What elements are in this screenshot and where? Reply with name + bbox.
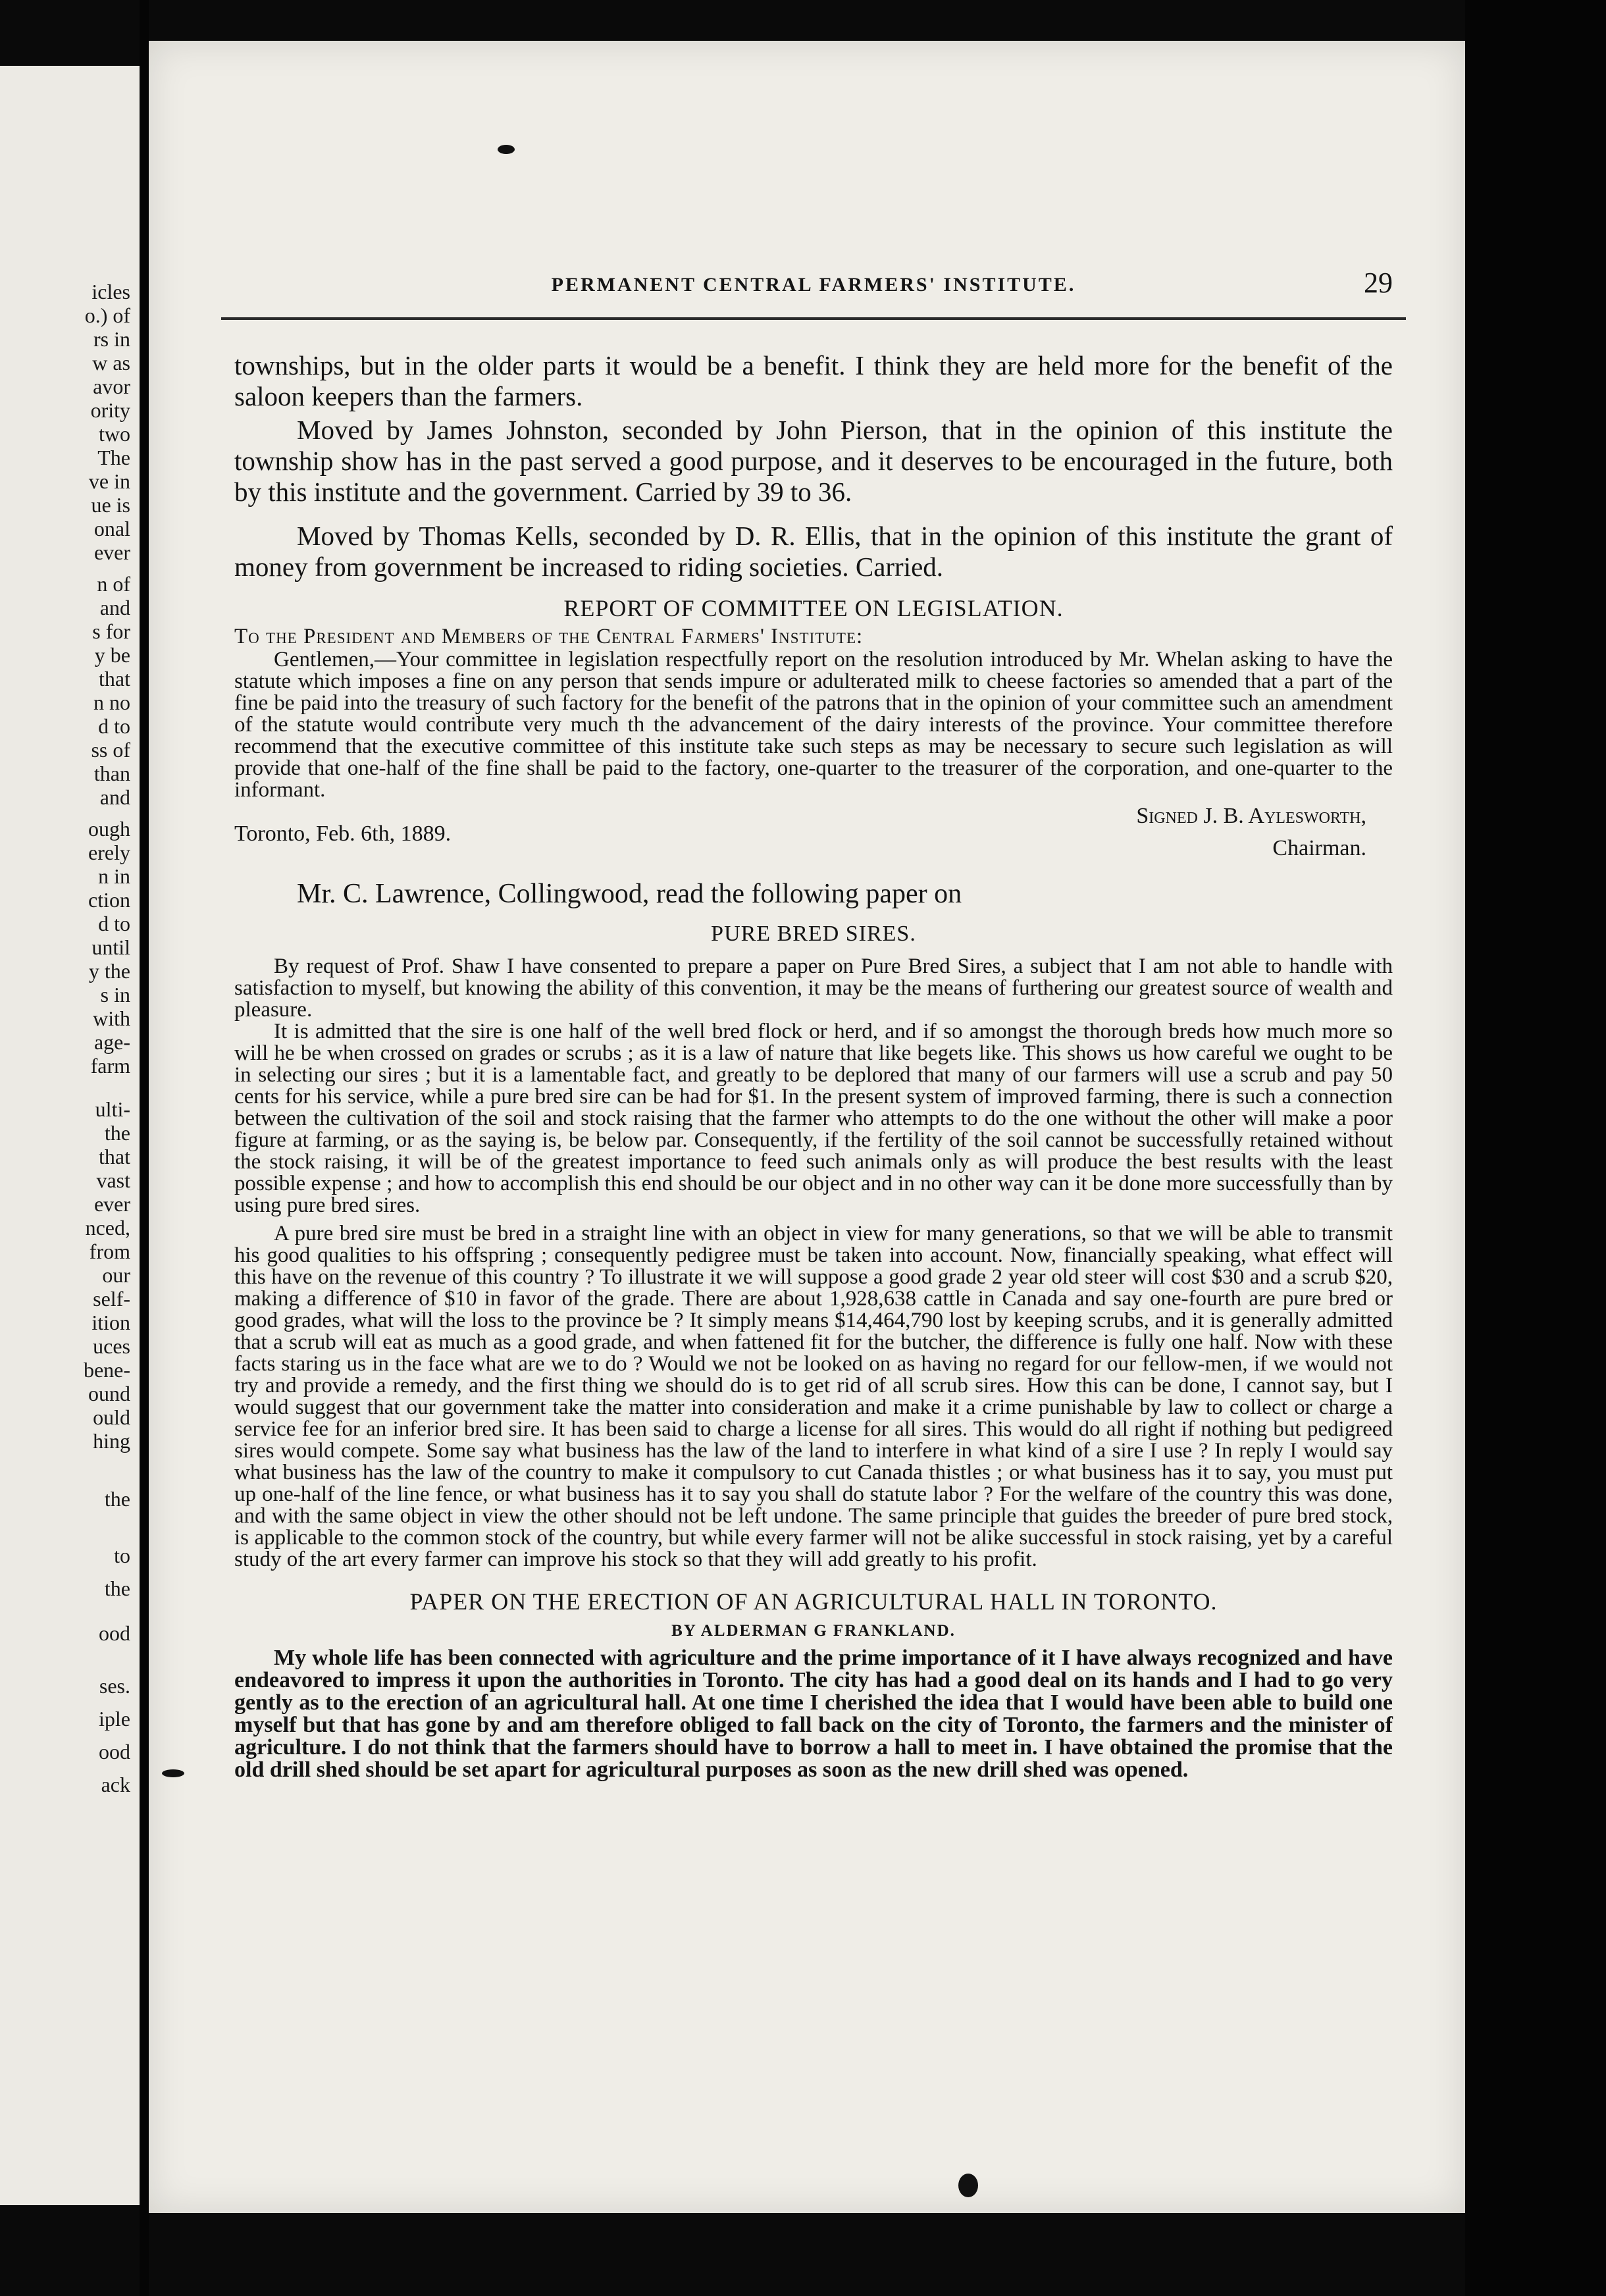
previous-page-text-fragment: uces <box>93 1334 130 1358</box>
previous-page-text-fragment: ould <box>93 1405 130 1429</box>
previous-page-text-fragment: icles <box>91 280 130 303</box>
previous-page-text-fragment: and <box>99 785 130 809</box>
previous-page-text-fragment: ood <box>99 1621 130 1645</box>
previous-page-text-fragment: that <box>99 1145 130 1168</box>
previous-page-text-fragment: the <box>104 1487 130 1511</box>
previous-page-text-fragment: rs in <box>93 327 130 351</box>
paragraph-motion-kells: Moved by Thomas Kells, seconded by D. R. Ellis, that in the opinion of this institute the grant of money from government be increased to riding societies. Carried. <box>234 521 1393 582</box>
ink-speck <box>958 2174 978 2197</box>
previous-page-text-fragment: than <box>93 762 130 785</box>
agricultural-hall-heading: PAPER ON THE ERECTION OF AN AGRICULTURAL HALL IN TORONTO. <box>409 1588 1218 1615</box>
previous-page-text-fragment: nced, <box>85 1216 130 1239</box>
paragraph-continuation: townships, but in the older parts it would be a benefit. I think they are held more for the benefit of the saloon keepers than the farmers. <box>234 350 1393 411</box>
previous-page-text-fragment: from <box>89 1239 130 1263</box>
ink-speck <box>498 145 515 154</box>
committee-report-text: Gentlemen,—Your committee in legislation respectfully report on the resolution introduced by Mr. Whelan asking to have the statute which imposes a fine on any person that sends impure or adulterated milk to cheese factories so amended that a part of the fine be paid into the treasury of such factory for the benefit of the patrons that in the opinion of your committee such an amendment of the statute would contribute very much th the advancement of the dairy interests of the province. Your committee therefore recommend that the executive committee of this institute take such steps as may be necessary to secure such legislation as will provide that one-half of the fine shall be paid to the factory, one-quarter to the treasurer of the corporation, and one-quarter to the informant. <box>234 648 1393 802</box>
previous-page-text-fragment: vast <box>96 1168 130 1192</box>
committee-report-heading: REPORT OF COMMITTEE ON LEGISLATION. <box>563 595 1064 621</box>
previous-page-text-fragment: o.) of <box>84 303 130 327</box>
agricultural-hall-paragraph-1: My whole life has been connected with agriculture and the prime importance of it I have always recognized and have endeavored to impress it upon the authorities in Toronto. The city has had a good deal on its hands and I had to go very gently as to the erection of an agricultural hall. At one time I cherished the idea that I would have been able to build one myself but that has gone by and am therefore obliged to fall back on the city of Toronto, the farmers and the minister of agriculture. I do not think that the farmers should have to borrow a hall to meet in. I have obtained the promise that the old drill shed should be set apart for agricultural purposes as soon as the new drill shed was opened. <box>234 1646 1393 1782</box>
running-title: PERMANENT CENTRAL FARMERS' INSTITUTE. <box>551 274 1076 296</box>
previous-page-text-fragment: d to <box>98 912 130 935</box>
pure-bred-paragraph-2: It is admitted that the sire is one half of the well bred flock or herd, and if so amongst the thorough breds how much more so will he be when crossed on grades or scrubs ; as it is a law of nature that like begets like. This shows us how careful we ought to be in selecting our sires ; but it is a lamentable fact, and greatly to be deplored that many of our farmers will use a scrub and pay 50 cents for his service, while a pure bred sire can be had for $1. In the present system of improved farming, there is such a connection between the cultivation of the soil and stock raising that the farmer who attempts to do the one without the other will make a poor figure at farming, or as the saying is, be below par. Consequently, if the fertility of the soil cannot be successfully retained without the stock raising, it will be of the greatest importance to feed such animals only as will produce the best results with the least possible expense ; and how to accomplish this end should be our object and in no other way can it be done more successfully than by using pure bred sires. <box>234 1020 1393 1217</box>
previous-page-text-fragment: the <box>104 1121 130 1145</box>
previous-page-text-fragment: iple <box>99 1707 130 1731</box>
previous-page-text-fragment: ction <box>88 888 130 912</box>
header-rule <box>221 317 1406 320</box>
previous-page-text-fragment: ority <box>90 398 130 422</box>
previous-page-text-fragment: hing <box>93 1429 130 1453</box>
previous-page-text-fragment: s for <box>92 619 130 643</box>
book-gutter <box>140 0 149 2296</box>
previous-page-text-fragment: n in <box>98 864 130 888</box>
previous-page-text-fragment: ood <box>99 1740 130 1763</box>
previous-page-text-fragment: our <box>102 1263 130 1287</box>
previous-page-text-fragment: avor <box>93 375 130 398</box>
previous-page-text-fragment: until <box>91 935 130 959</box>
previous-page-text-fragment: w as <box>92 351 130 375</box>
paper-introduction: Mr. C. Lawrence, Collingwood, read the following paper on <box>297 879 962 909</box>
ink-speck <box>162 1769 184 1777</box>
previous-page-text-fragment: to <box>114 1544 130 1567</box>
committee-report-addressee: To the President and Members of the Central Farmers' Institute: <box>234 625 864 648</box>
previous-page-text-fragment: age- <box>93 1030 130 1054</box>
previous-page-text-fragment: bene- <box>83 1358 130 1382</box>
agricultural-hall-byline: BY ALDERMAN G FRANKLAND. <box>671 1622 956 1640</box>
previous-page-text-fragment: two <box>99 422 130 446</box>
previous-page-text-fragment: with <box>93 1006 130 1030</box>
committee-report-signature: Signed J. B. Aylesworth, <box>1136 804 1366 828</box>
previous-page-text-fragment: y be <box>94 643 130 667</box>
previous-page-text-fragment: self- <box>93 1287 130 1311</box>
pure-bred-paragraph-3: A pure bred sire must be bred in a straight line with an object in view for many generations, so that we will be able to transmit his good qualities to his offspring ; consequently pedigree must be taken into account. Now, financially speaking, what effect will this have on the revenue of this country ? To illustrate it we will suppose a good grade 2 year old steer will cost $30 and a scrub $20, making a difference of $10 in favor of the grade. There are about 1,928,638 cattle in Canada and say one-fourth are pure bred or good grades, what will the loss to the province be ? It simply means $14,464,790 lost by keeping scrubs, and it is generally admitted that a scrub will eat as much as a good grade, and when fattened fit for the butcher, the difference is fully one half. Now with these facts staring us in the face what are we to do ? Would we not be looked on as having no regard for our fellow-men, if we would not try and provide a remedy, and the first thing we should do is to get rid of all scrub sires. How this can be done, I cannot say, but I would suggest that our government take the matter into consideration and make it a crime punishable by law to collect or charge a service fee for an inferior bred sire. It has been said to charge a license for all sires. This would do all right if nothing but pedigreed sires would compete. Some say what business has the law of the land to interfere in what kind of a sire I use ? In reply I would say what business has the law of the country to make it compulsory to cut Canada thistles ; or what business has it to say, you must put up one-half of the line fence, or what business has it to say you shall do statute labor ? For the welfare of the country this was done, and with the same object in view the other should not be left undone. The same principle that guides the breeder of pure bred stock, is applicable to the common stock of the country, but while every farmer will not be alike successful in stock raising, yet by a careful study of the art every farmer can improve his stock so that they will add greatly to his profit. <box>234 1222 1393 1571</box>
previous-page-text-fragment: that <box>99 667 130 691</box>
previous-page-text-fragment: y the <box>88 959 130 983</box>
previous-page-text-fragment: ever <box>93 540 130 564</box>
running-head <box>234 266 1393 305</box>
previous-page-text-fragment: ulti- <box>95 1097 130 1121</box>
committee-report-chairman: Chairman. <box>1272 836 1366 860</box>
previous-page-text-fragment: The <box>97 446 130 469</box>
pure-bred-paragraph-1: By request of Prof. Shaw I have consented to prepare a paper on Pure Bred Sires, a subject that I am not able to handle with satisfaction to myself, but knowing the ability of this convention, it may be the means of furthering our greatest source of wealth and pleasure. <box>234 954 1393 1022</box>
previous-page-text-fragment: the <box>104 1577 130 1600</box>
previous-page-text-fragment: ition <box>91 1311 130 1334</box>
committee-report-place-date: Toronto, Feb. 6th, 1889. <box>234 822 452 846</box>
page-body <box>234 350 1393 1781</box>
committee-report-footer <box>234 823 1393 859</box>
previous-page-text-fragment: farm <box>90 1054 130 1078</box>
previous-page-text-fragment: ue is <box>91 493 130 517</box>
previous-page-text-fragment: and <box>99 596 130 619</box>
previous-page-edge <box>0 66 140 2205</box>
previous-page-text-fragment: ack <box>101 1773 130 1796</box>
pure-bred-sires-heading: PURE BRED SIRES. <box>711 922 916 946</box>
previous-page-text-fragment: ough <box>88 817 130 841</box>
paragraph-motion-johnston: Moved by James Johnston, seconded by John Pierson, that in the opinion of this institute the township show has in the past served a good purpose, and it deserves to be encouraged in the future, both by this institute and the government. Carried by 39 to 36. <box>234 415 1393 507</box>
previous-page-text-fragment: erely <box>88 841 130 864</box>
previous-page-text-fragment: n of <box>97 572 130 596</box>
previous-page-text-fragment: ound <box>88 1382 130 1405</box>
previous-page-text-fragment: ss of <box>91 738 130 762</box>
previous-page-text-fragment: s in <box>100 983 130 1006</box>
page-number: 29 <box>1364 267 1393 299</box>
page-content-layer <box>149 41 1465 2213</box>
previous-page-text-fragment: ve in <box>88 469 130 493</box>
previous-page-text-fragment: ever <box>93 1192 130 1216</box>
previous-page-text-fragment: d to <box>98 714 130 738</box>
previous-page-text-fragment: n no <box>93 691 130 714</box>
previous-page-text-fragment: ses. <box>99 1674 130 1698</box>
scan-background <box>1465 0 1606 2296</box>
previous-page-text-fragment: onal <box>93 517 130 540</box>
